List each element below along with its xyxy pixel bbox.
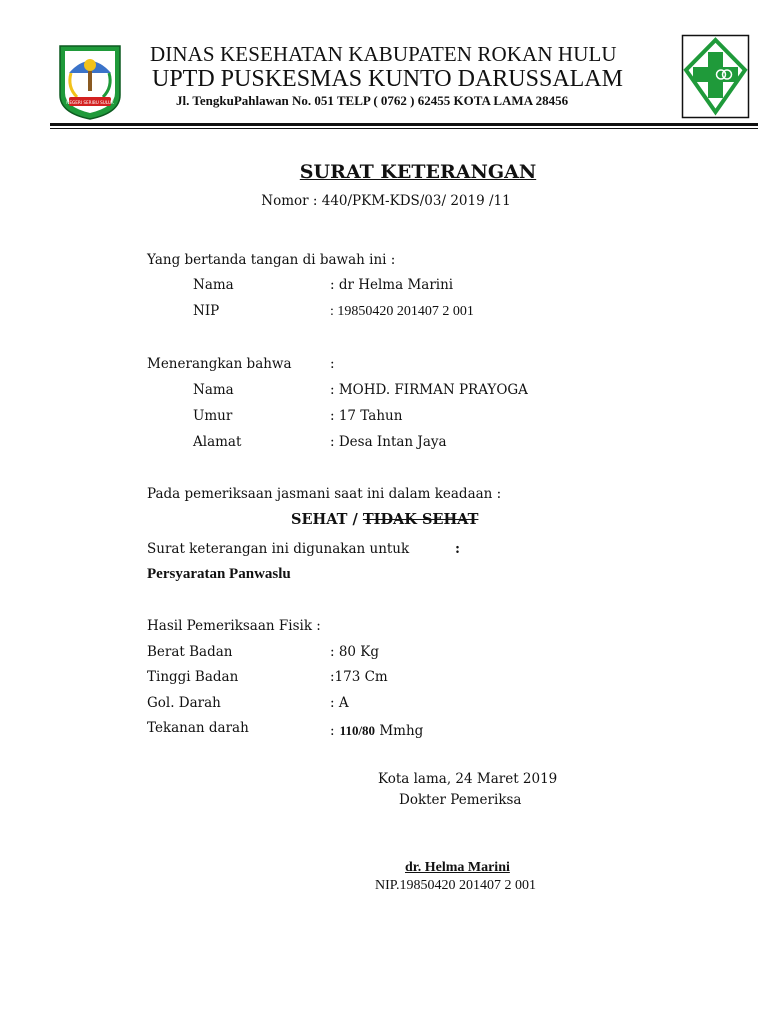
physical-heading: Hasil Pemeriksaan Fisik : — [147, 618, 321, 634]
document-title: SURAT KETERANGAN — [299, 161, 537, 183]
exam-intro: Pada pemeriksaan jasmani saat ini dalam keadaan : — [147, 486, 502, 502]
signer-nip-label: NIP — [193, 303, 220, 319]
status-not-healthy: TIDAK SEHAT — [362, 511, 479, 528]
status-healthy: SEHAT — [291, 511, 348, 528]
signer-nip-value: : 19850420 201407 2 001 — [330, 304, 474, 319]
clinic-address: Jl. TengkuPahlawan No. 051 TELP ( 0762 ) 62455 KOTA LAMA 28456 — [176, 93, 569, 108]
patient-address-value: : Desa Intan Jaya — [330, 434, 447, 450]
signer-role: Dokter Pemeriksa — [399, 792, 522, 808]
blood-pressure-value — [330, 720, 423, 739]
signer-intro: Yang bertanda tangan di bawah ini : — [147, 252, 396, 268]
place-date: Kota lama, 24 Maret 2019 — [378, 771, 558, 787]
bp-number: 110/80 — [339, 723, 376, 738]
document-number: Nomor : 440/PKM-KDS/03/ 2019 /11 — [261, 193, 511, 209]
bp-colon: : — [330, 723, 335, 739]
patient-name-value: : MOHD. FIRMAN PRAYOGA — [330, 382, 528, 398]
patient-address-label: Alamat — [193, 434, 242, 450]
declares-colon: : — [330, 356, 335, 372]
header-divider-thin — [50, 128, 758, 129]
emblem-motto: NEGERI SERIBU SULUK — [66, 100, 114, 105]
patient-name-label: Nama — [193, 382, 234, 398]
purpose-text: Persyaratan Panwaslu — [147, 566, 291, 582]
declares-label: Menerangkan bahwa — [147, 356, 292, 372]
weight-value: : 80 Kg — [330, 644, 380, 660]
purpose-colon: : — [455, 541, 460, 557]
doctor-nip: NIP.19850420 201407 2 001 — [375, 878, 537, 893]
header-divider-thick — [50, 123, 758, 126]
purpose-intro: Surat keterangan ini digunakan untuk — [147, 541, 410, 557]
status-separator: / — [347, 511, 363, 528]
clinic-name: UPTD PUSKESMAS KUNTO DARUSSALAM — [152, 66, 623, 92]
puskesmas-logo — [681, 34, 750, 119]
regency-emblem-logo — [57, 43, 123, 121]
health-status — [291, 511, 478, 528]
blood-type-value: : A — [330, 695, 349, 711]
bp-unit: Mmhg — [375, 723, 424, 739]
patient-age-value: : 17 Tahun — [330, 408, 403, 424]
agency-name: DINAS KESEHATAN KABUPATEN ROKAN HULU — [150, 42, 617, 66]
height-value: :173 Cm — [330, 669, 388, 685]
weight-label: Berat Badan — [147, 644, 233, 660]
doctor-name: dr. Helma Marini — [405, 860, 510, 875]
blood-pressure-label: Tekanan darah — [147, 720, 249, 736]
signer-name-value: : dr Helma Marini — [330, 277, 454, 293]
patient-age-label: Umur — [193, 408, 233, 424]
signer-name-label: Nama — [193, 277, 234, 293]
blood-type-label: Gol. Darah — [147, 695, 221, 711]
height-label: Tinggi Badan — [147, 669, 239, 685]
